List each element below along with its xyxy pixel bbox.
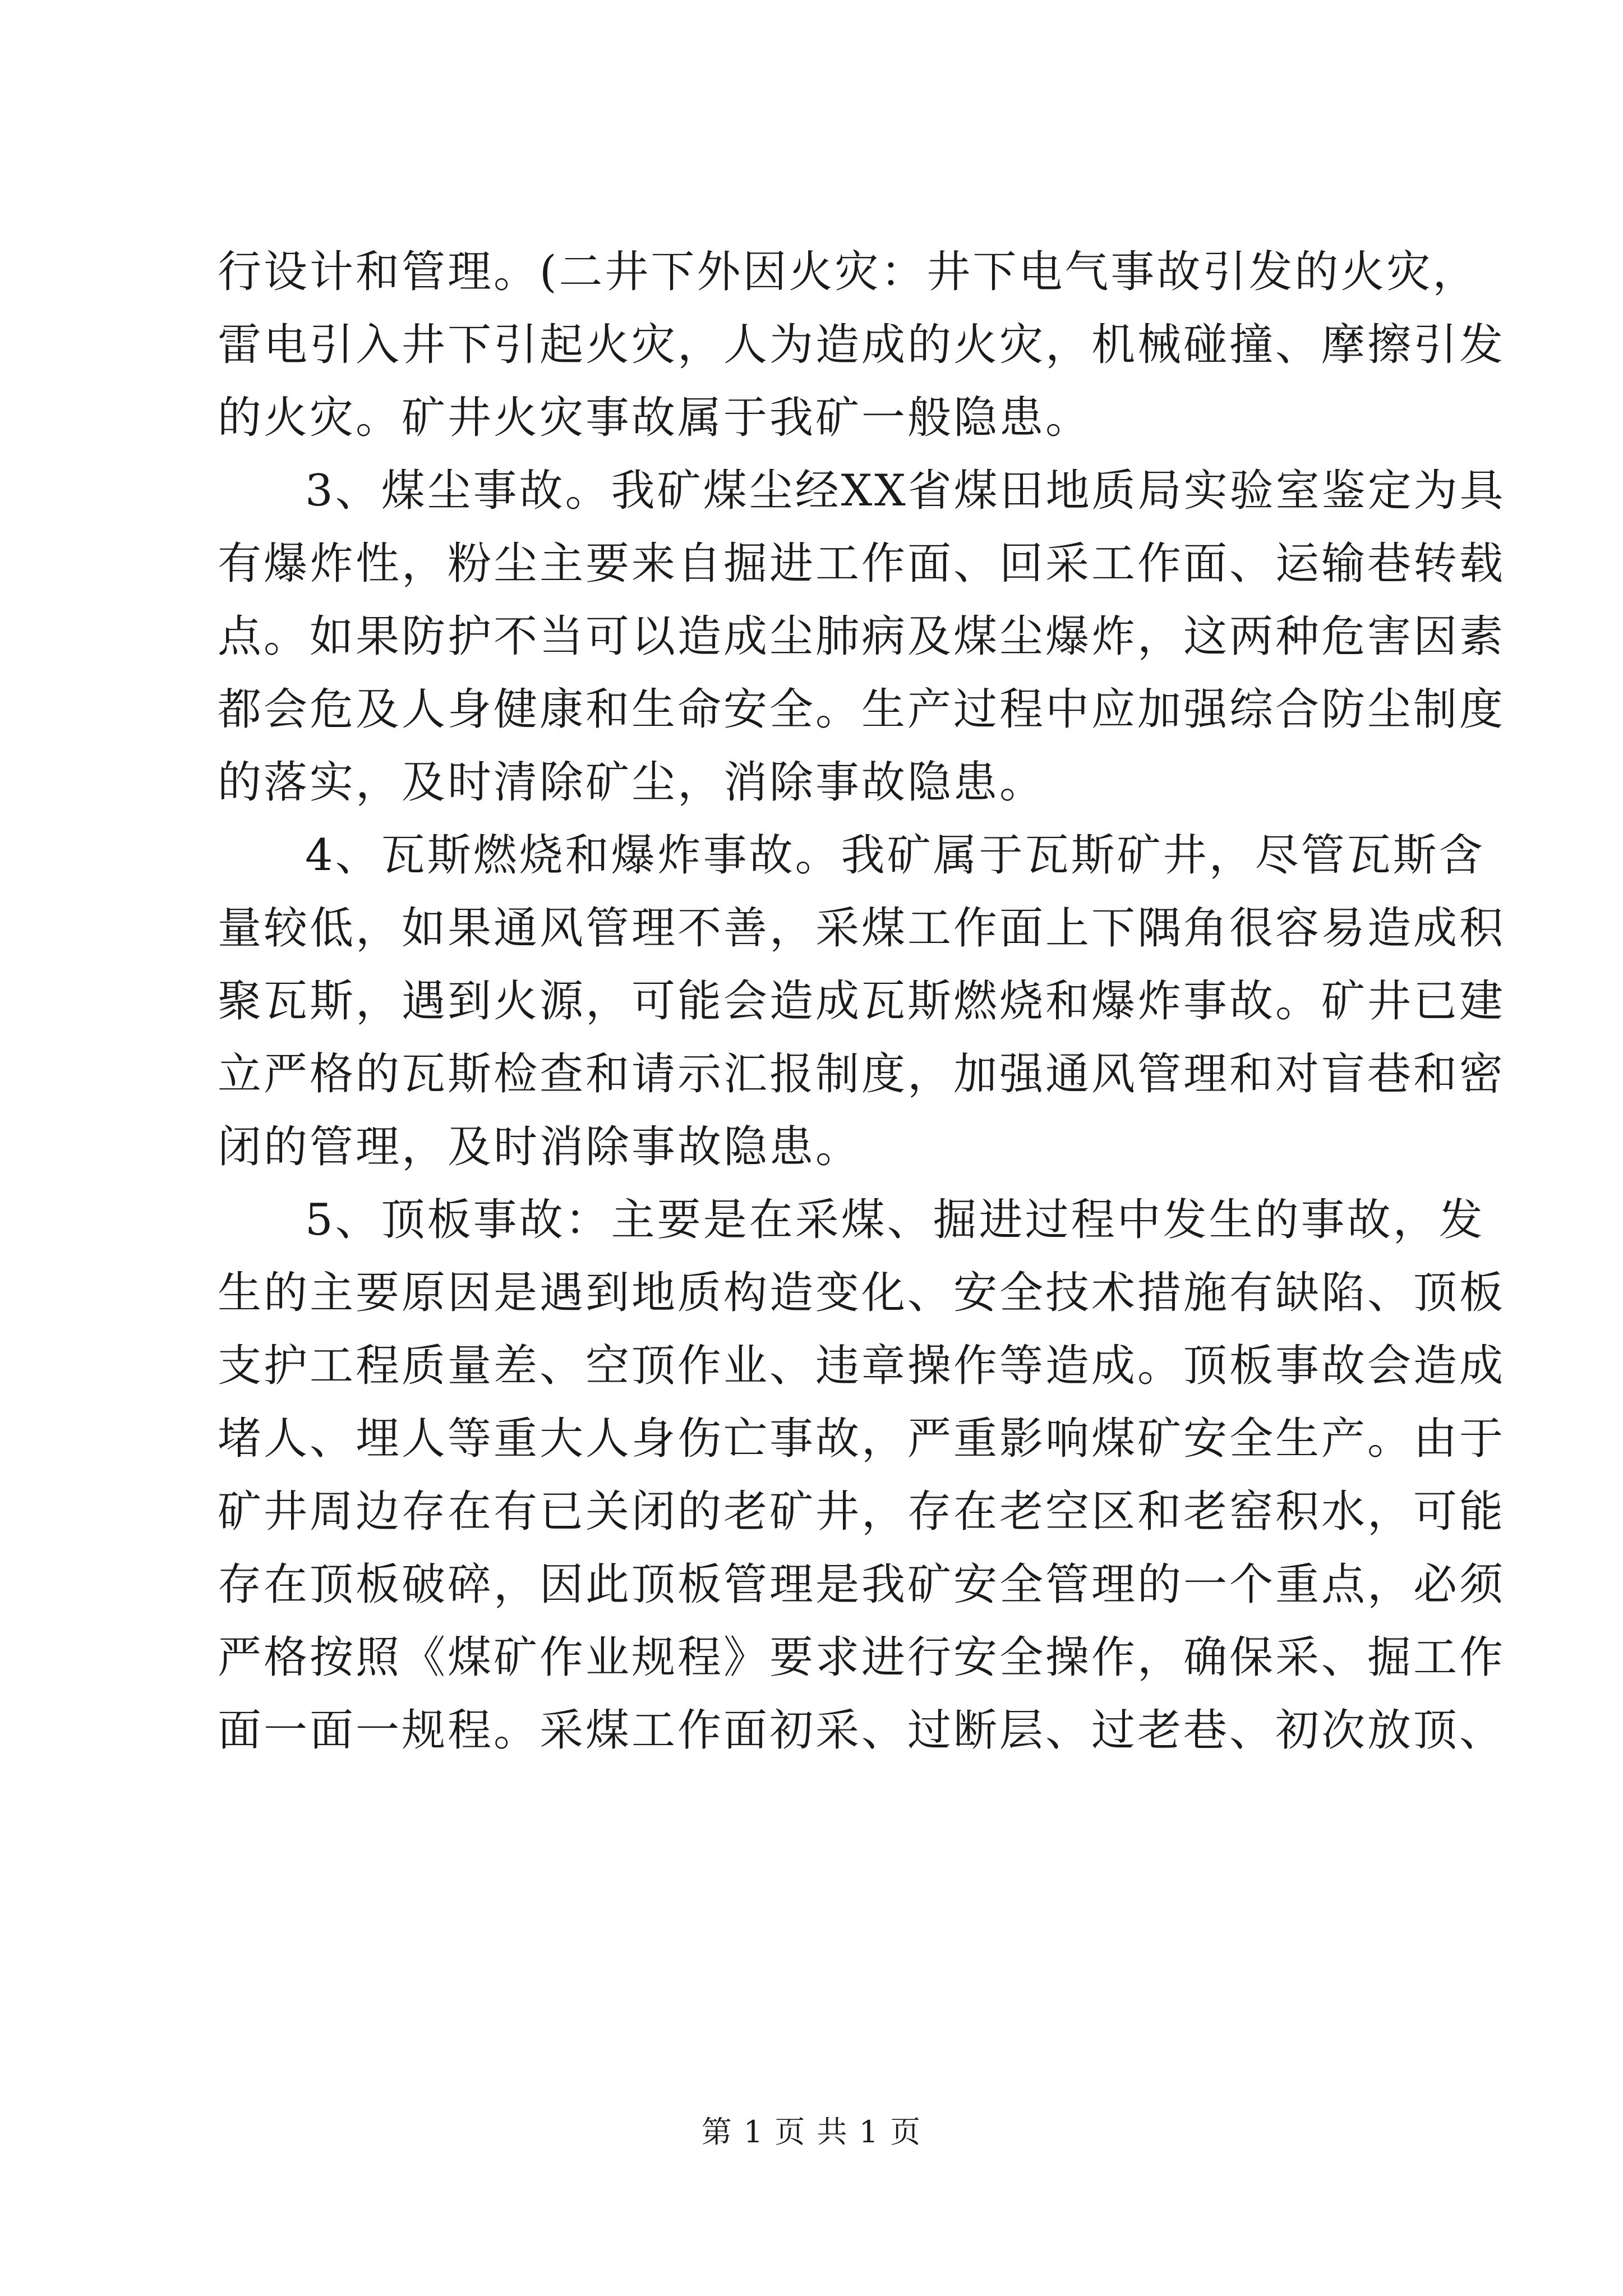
text-line: 量较低，如果通风管理不善，采煤工作面上下隅角很容易造成积 — [218, 903, 1506, 954]
text-line: 5、顶板事故：主要是在采煤、掘进过程中发生的事故，发 — [305, 1195, 1485, 1245]
text-line: 4、瓦斯燃烧和爆炸事故。我矿属于瓦斯矿井，尽管瓦斯含 — [305, 830, 1485, 881]
text-line: 严格按照《煤矿作业规程》要求进行安全操作，确保采、掘工作 — [218, 1632, 1506, 1683]
text-line: 3、煤尘事故。我矿煤尘经XX省煤田地质局实验室鉴定为具 — [305, 466, 1506, 516]
text-line: 矿井周边存在有已关闭的老矿井，存在老空区和老窑积水，可能 — [218, 1487, 1506, 1537]
text-line: 聚瓦斯，遇到火源，可能会造成瓦斯燃烧和爆炸事故。矿井已建 — [218, 976, 1506, 1027]
page-footer: 第 1 页 共 1 页 — [701, 2114, 922, 2150]
text-line: 雷电引入井下引起火灾，人为造成的火灾，机械碰撞、摩擦引发 — [218, 320, 1506, 370]
text-line: 行设计和管理。(二井下外因火灾：井下电气事故引发的火灾， — [218, 247, 1479, 297]
text-line: 有爆炸性，粉尘主要来自掘进工作面、回采工作面、运输巷转载 — [218, 539, 1506, 589]
text-line: 都会危及人身健康和生命安全。生产过程中应加强综合防尘制度 — [218, 684, 1506, 735]
text-line: 存在顶板破碎，因此顶板管理是我矿安全管理的一个重点，必须 — [218, 1559, 1506, 1610]
text-line: 立严格的瓦斯检查和请示汇报制度，加强通风管理和对盲巷和密 — [218, 1049, 1506, 1099]
text-line: 的落实，及时清除矿尘，消除事故隐患。 — [218, 757, 1046, 808]
text-line: 点。如果防护不当可以造成尘肺病及煤尘爆炸，这两种危害因素 — [218, 611, 1506, 662]
text-line: 支护工程质量差、空顶作业、违章操作等造成。顶板事故会造成 — [218, 1341, 1506, 1391]
text-line: 生的主要原因是遇到地质构造变化、安全技术措施有缺陷、顶板 — [218, 1268, 1506, 1318]
text-line: 面一面一规程。采煤工作面初采、过断层、过老巷、初次放顶、 — [218, 1705, 1506, 1756]
text-line: 的火灾。矿井火灾事故属于我矿一般隐患。 — [218, 393, 1092, 443]
text-line: 闭的管理，及时消除事故隐患。 — [218, 1122, 862, 1172]
text-line: 堵人、埋人等重大人身伤亡事故，严重影响煤矿安全生产。由于 — [218, 1414, 1506, 1464]
document-body — [218, 236, 1506, 1767]
